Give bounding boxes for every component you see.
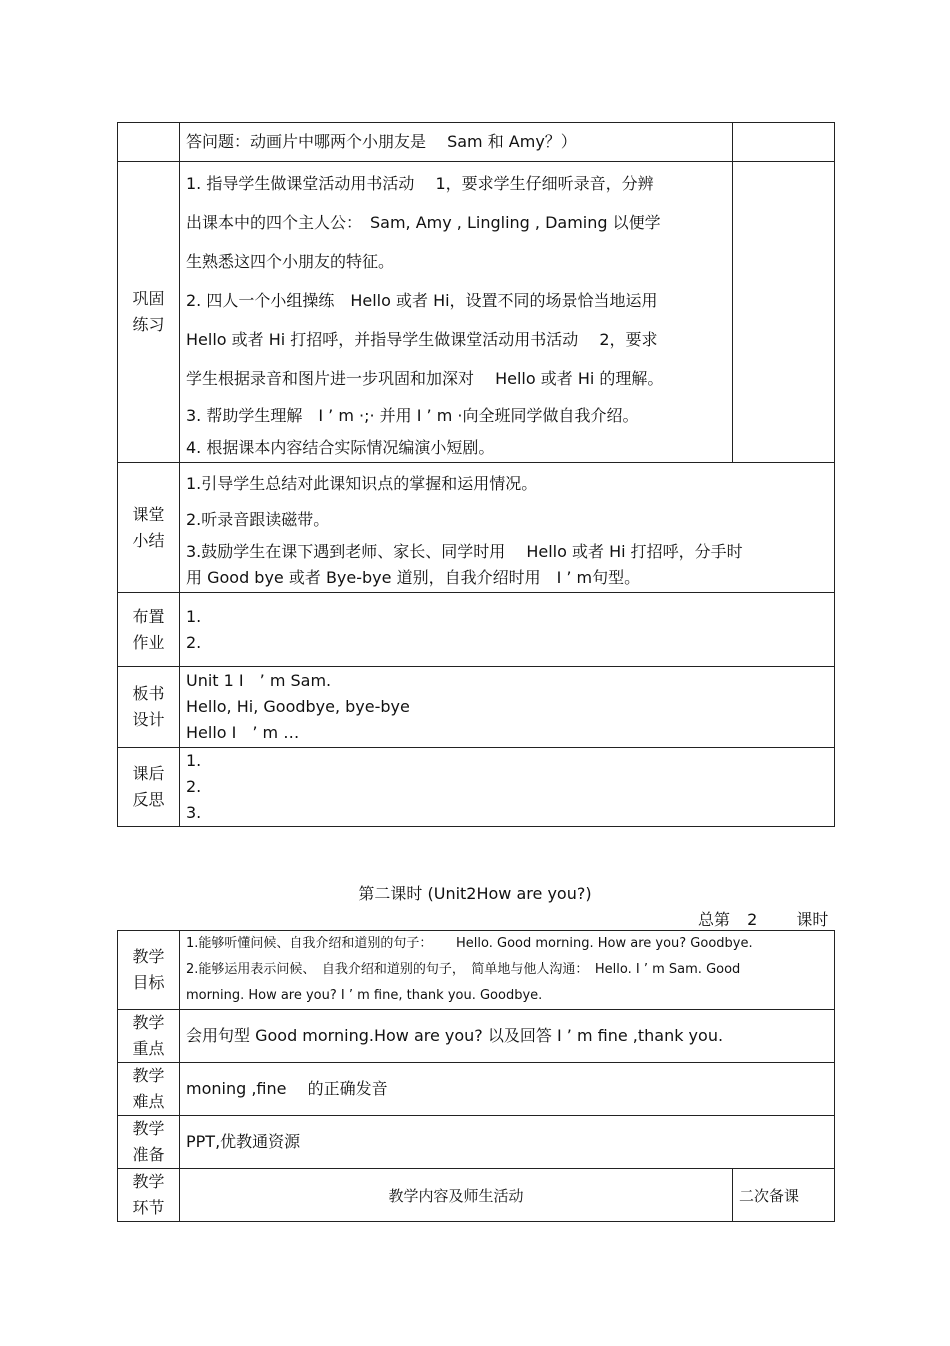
summary-line: 3.鼓励学生在课下遇到老师、家长、同学时用 Hello 或者 Hi 打招呼，分手时: [186, 541, 743, 561]
row-intro: [118, 123, 835, 162]
goals-line: morning. How are you? I ’ m fine, thank you. Goodbye.: [186, 988, 543, 1003]
difficulties-label: [118, 1063, 180, 1116]
homework-line: 2.: [186, 632, 202, 652]
process-label-text: 教学 环节: [132, 1172, 165, 1217]
process-content-header: 教学内容及师生活动: [180, 1169, 733, 1222]
preparation-label-text: 教学 准备: [132, 1119, 165, 1164]
summary-content: [180, 463, 835, 593]
practice-line: 4. 根据课本内容结合实际情况编演小短剧。: [186, 438, 495, 457]
homework-label: [118, 593, 180, 667]
process-label: [118, 1169, 180, 1222]
section-heading: 第二课时 (Unit2How are you?): [358, 884, 592, 903]
preparation-text: PPT,优教通资源: [180, 1116, 835, 1169]
homework-line: 1.: [186, 606, 202, 626]
row-process: [118, 1169, 835, 1222]
row-homework: [118, 593, 835, 667]
row-board: [118, 667, 835, 748]
lesson-count-suffix: 课时: [796, 910, 829, 929]
difficulties-label-text: 教学 难点: [132, 1066, 165, 1111]
board-label: [118, 667, 180, 748]
board-line: Unit 1 I ’ m Sam.: [186, 671, 332, 690]
reflection-content: [180, 748, 835, 827]
practice-line: 1. 指导学生做课堂活动用书活动 1，要求学生仔细听录音，分辨: [186, 174, 654, 193]
lesson-count-number: 2: [747, 910, 758, 929]
row-reflection: [118, 748, 835, 827]
row-difficulties: [118, 1063, 835, 1116]
label-cell-empty: [118, 123, 180, 162]
reflection-line: 2.: [186, 777, 202, 796]
reflection-label-text: 课后 反思: [132, 764, 165, 809]
summary-line: 用 Good bye 或者 Bye-bye 道别，自我介绍时用 I ’ m句型。: [186, 567, 641, 587]
preparation-label: [118, 1116, 180, 1169]
practice-content: [180, 162, 733, 463]
key-points-label: [118, 1010, 180, 1063]
goals-label: [118, 931, 180, 1010]
process-notes-header: 二次备课: [733, 1169, 835, 1222]
row-key-points: [118, 1010, 835, 1063]
goals-content: [180, 931, 835, 1010]
lesson-count: [698, 907, 828, 930]
notes-cell: [733, 162, 835, 463]
row-preparation: [118, 1116, 835, 1169]
practice-line: 生熟悉这四个小朋友的特征。: [186, 252, 395, 271]
intro-text: 答问题：动画片中哪两个小朋友是 Sam 和 Amy？）: [180, 123, 733, 162]
board-content: [180, 667, 835, 748]
row-summary: [118, 463, 835, 593]
summary-line: 2.听录音跟读磁带。: [186, 509, 330, 529]
practice-line: 出课本中的四个主人公： Sam, Amy , Lingling , Daming 以便学: [186, 213, 661, 232]
notes-cell: [733, 123, 835, 162]
homework-content: [180, 593, 835, 667]
practice-label: [118, 162, 180, 463]
difficulties-text: moning ,fine 的正确发音: [180, 1063, 835, 1116]
practice-line: 学生根据录音和图片进一步巩固和加深对 Hello 或者 Hi 的理解。: [186, 369, 664, 388]
board-line: Hello I ’ m …: [186, 723, 300, 742]
reflection-line: 1.: [186, 751, 202, 770]
goals-line: 1.能够听懂问候、自我介绍和道别的句子： Hello. Good morning. How are you? Goodbye.: [186, 936, 753, 951]
board-line: Hello, Hi, Goodbye, bye-bye: [186, 697, 410, 716]
reflection-line: 3.: [186, 803, 202, 822]
board-label-text: 板书 设计: [132, 684, 165, 729]
homework-label-text: 布置 作业: [132, 606, 165, 652]
summary-label-text: 课堂 小结: [132, 504, 165, 550]
summary-line: 1.引导学生总结对此课知识点的掌握和运用情况。: [186, 473, 538, 493]
key-points-text: 会用句型 Good morning.How are you? 以及回答 I ’ m fine ,thank you.: [180, 1010, 835, 1063]
lesson-count-prefix: 总第: [698, 910, 731, 929]
row-goals: [118, 931, 835, 1010]
row-practice: [118, 162, 835, 463]
practice-label-text: 巩固 练习: [132, 289, 165, 334]
reflection-label: [118, 748, 180, 827]
summary-label: [118, 463, 180, 593]
practice-line: 3. 帮助学生理解 I ’ m ·;· 并用 I ’ m ·向全班同学做自我介绍。: [186, 406, 639, 425]
practice-line: 2. 四人一个小组操练 Hello 或者 Hi，设置不同的场景恰当地运用: [186, 291, 658, 310]
practice-line: Hello 或者 Hi 打招呼，并指导学生做课堂活动用书活动 2，要求: [186, 330, 658, 349]
lesson-plan-table-1: [117, 122, 835, 827]
key-points-label-text: 教学 重点: [132, 1013, 165, 1058]
lesson-plan-table-2: [117, 930, 835, 1222]
goals-label-text: 教学 目标: [132, 947, 165, 992]
goals-line: 2.能够运用表示问候、 自我介绍和道别的句子， 简单地与他人沟通： Hello. I ’ m Sam. Good: [186, 962, 741, 977]
